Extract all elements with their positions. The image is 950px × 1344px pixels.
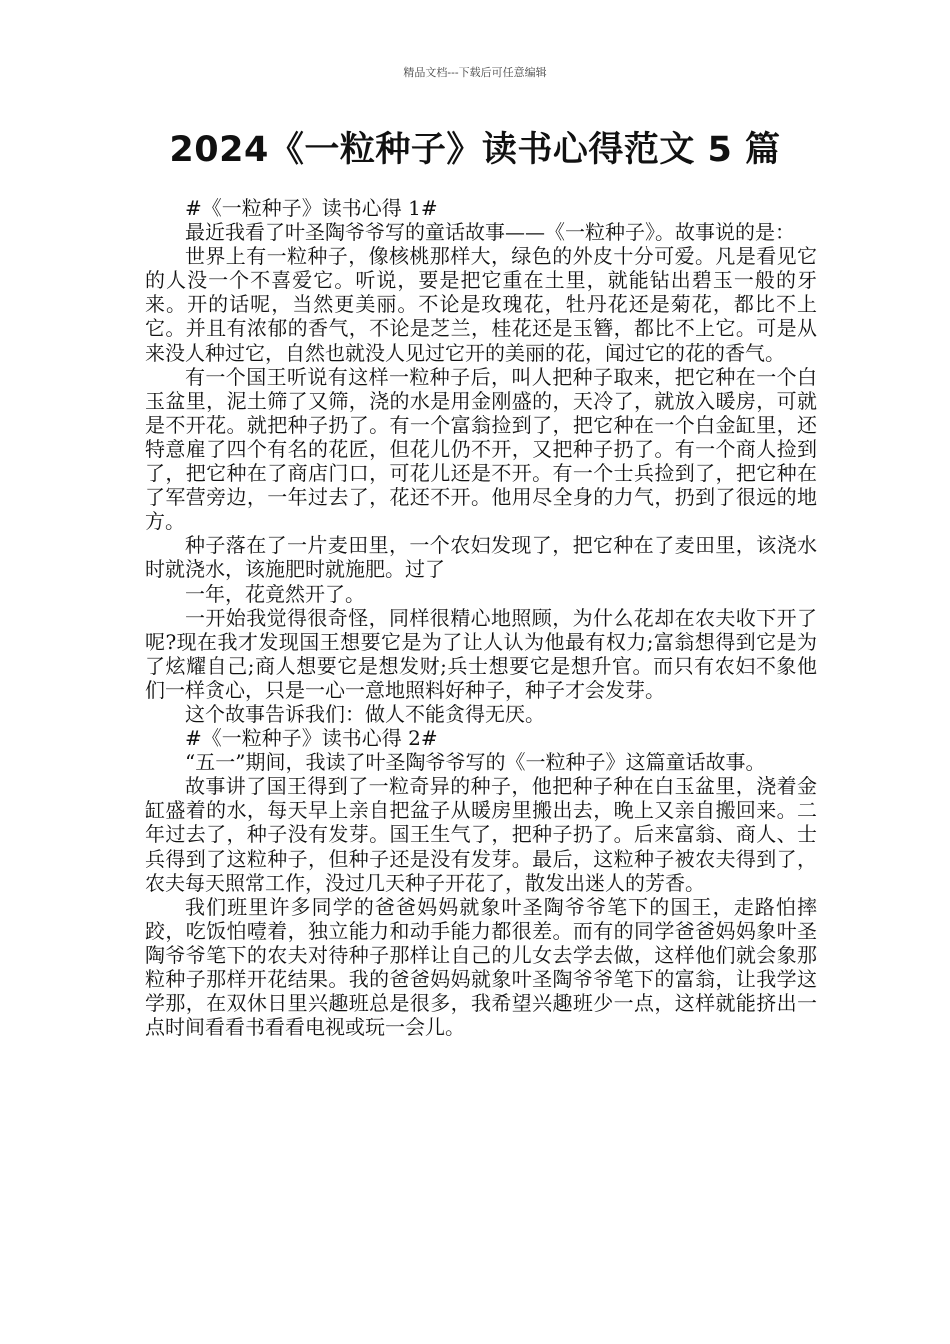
header-note: 精品文档---下载后可任意编辑: [403, 66, 547, 79]
section-heading-1: #《一粒种子》读书心得 1#: [185, 196, 438, 220]
paragraph-section2-reflection: 我们班里许多同学的爸爸妈妈就象叶圣陶爷爷笔下的国王，走路怕摔跤，吃饭怕噎着，独立能力和动手能力都很差。而有的同学爸爸妈妈象叶圣陶爷爷笔下的农夫对待种子那样让自己的儿女去学去做，这样他们就会象那粒种子那样开花结果。我的爸爸妈妈就象叶圣陶爷爷笔下的富翁，让我学这学那，在双休日里兴趣班总是很多，我希望兴趣班少一点，这样就能挤出一点时间看看书看看电视或玩一会儿。: [145, 894, 817, 1040]
paragraph-story-4: 一年，花竟然开了。: [185, 581, 365, 606]
document-body: [145, 196, 817, 1039]
section-heading-2: #《一粒种子》读书心得 2#: [185, 726, 438, 751]
paragraph-intro: 最近我看了叶圣陶爷爷写的童话故事——《一粒种子》。故事说的是：: [185, 220, 795, 245]
paragraph-lesson: 这个故事告诉我们：做人不能贪得无厌。: [185, 701, 545, 726]
paragraph-section2-summary: 故事讲了国王得到了一粒奇异的种子，他把种子种在白玉盆里，浇着金缸盛着的水，每天早上亲自把盆子从暖房里搬出去，晚上又亲自搬回来。二年过去了，种子没有发芽。国王生气了，把种子扔了。后来富翁、商人、士兵得到了这粒种子，但种子还是没有发芽。最后，这粒种子被农夫得到了，农夫每天照常工作，没过几天种子开花了，散发出迷人的芳香。: [145, 774, 817, 895]
paragraph-story-1: 世界上有一粒种子，像核桃那样大，绿色的外皮十分可爱。凡是看见它的人没一个不喜爱它。听说，要是把它重在土里，就能钻出碧玉一般的牙来。开的话呢，当然更美丽。不论是玫瑰花，牡丹花还是菊花，都比不上它。并且有浓郁的香气，不论是芝兰，桂花还是玉簪，都比不上它。可是从来没人种过它，自然也就没人见过它开的美丽的花，闻过它的花的香气。: [145, 244, 817, 365]
document-title: 2024《一粒种子》读书心得范文 5 篇: [169, 130, 781, 170]
paragraph-section2-intro: “五一”期间，我读了叶圣陶爷爷写的《一粒种子》这篇童话故事。: [185, 750, 766, 775]
paragraph-story-3: 种子落在了一片麦田里，一个农妇发现了，把它种在了麦田里，该浇水时就浇水，该施肥时就施肥。过了: [145, 533, 817, 582]
paragraph-story-2: 有一个国王听说有这样一粒种子后，叫人把种子取来，把它种在一个白玉盆里，泥土筛了又筛，浇的水是用金刚盛的，天冷了，就放入暖房，可就是不开花。就把种子扔了。有一个富翁捡到了，把它种在一个白金缸里，还特意雇了四个有名的花匠，但花儿仍不开，又把种子扔了。有一个商人捡到了，把它种在了商店门口，可花儿还是不开。有一个士兵捡到了，把它种在了军营旁边，一年过去了，花还不开。他用尽全身的力气，扔到了很远的地方。: [145, 364, 817, 534]
paragraph-reflection: 一开始我觉得很奇怪，同样很精心地照顾，为什么花却在农夫收下开了呢?现在我才发现国王想要它是为了让人认为他最有权力;富翁想得到它是为了炫耀自己;商人想要它是想发财;兵士想要它是想升官。而只有农妇不象他们一样贪心，只是一心一意地照料好种子，种子才会发芽。: [145, 605, 817, 702]
